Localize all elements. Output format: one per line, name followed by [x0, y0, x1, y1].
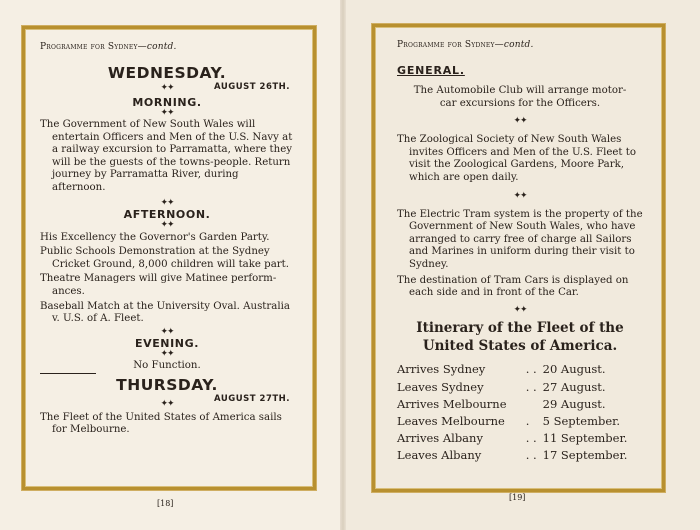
morning-text: The Government of New South Wales will entertain Officers and Men of the U.S. Navy at a railway excursion to Parramatta, where they will be the guests of the towns-people. Return journey by Parramatta River, during afternoon.	[40, 119, 293, 193]
running-head-contd: —contd.	[137, 42, 177, 52]
itinerary-leader	[526, 395, 539, 412]
section-morning: MORNING.	[132, 96, 202, 109]
general-item: The destination of Tram Cars is displayed on each side and in front of the Car.	[397, 274, 629, 299]
general-item: The Zoological Society of New South Wales invites Officers and Men of the U.S. Fleet to visit the Zoological Gardens, Moore Park, which are open daily.	[397, 134, 636, 183]
itinerary-leader: . .	[525, 379, 537, 394]
table-row	[397, 395, 643, 412]
section-afternoon: AFTERNOON.	[123, 207, 211, 221]
right-running-head	[397, 40, 643, 50]
table-row	[397, 447, 643, 464]
ornament-icon: ✦✦	[160, 348, 174, 359]
itinerary-place: Arrives Albany	[397, 431, 483, 446]
thursday-text: The Fleet of the United States of America sails for Melbourne.	[40, 411, 282, 436]
itinerary-leader: . .	[525, 362, 537, 377]
itinerary-date: 5 September.	[542, 413, 621, 428]
afternoon-item: Public Schools Demonstration at the Sydney Cricket Ground, 8,000 children will take part.	[40, 246, 289, 270]
ornament-icon: ✦✦	[160, 398, 174, 409]
table-row	[397, 378, 643, 395]
page-number-left: [18]	[157, 499, 174, 508]
ornament-icon: ✦✦	[513, 116, 527, 127]
running-head-contd: —contd.	[494, 40, 534, 50]
itinerary-place: Arrives Sydney	[397, 362, 486, 377]
day-heading-thursday: THURSDAY.	[116, 375, 218, 394]
general-item: The Automobile Club will arrange motor-car excursions for the Officers.	[413, 85, 627, 109]
running-head-text: Programme for Sydney	[397, 40, 495, 50]
running-head-text: Programme for Sydney	[40, 42, 138, 52]
ornament-icon: ✦✦	[160, 197, 174, 208]
itinerary-leader: . .	[525, 448, 537, 463]
table-row	[397, 412, 643, 429]
ornament-icon: ✦✦	[513, 190, 527, 201]
day-heading-wednesday: WEDNESDAY.	[107, 64, 227, 82]
itinerary-date: 29 August.	[542, 396, 606, 411]
ornament-icon: ✦✦	[160, 108, 174, 118]
divider-rule	[40, 373, 96, 374]
itinerary-date: 20 August.	[542, 362, 606, 377]
afternoon-item: Theatre Managers will give Matinee perform-ances.	[40, 273, 277, 297]
section-general: GENERAL.	[397, 64, 465, 77]
evening-text: No Function.	[133, 359, 201, 371]
afternoon-item: Baseball Match at the University Oval. Australia v. U.S. of A. Fleet.	[40, 300, 290, 325]
section-evening: EVENING.	[134, 336, 200, 350]
itinerary-place: Leaves Melbourne	[397, 413, 505, 428]
itinerary-place: Leaves Albany	[397, 448, 482, 463]
ornament-icon: ✦✦	[513, 304, 527, 315]
itinerary-date: 17 September.	[542, 448, 628, 463]
afternoon-item: His Excellency the Governor's Garden Party.	[40, 231, 270, 243]
itinerary-title: Itinerary of the Fleet of the United States of America.	[416, 319, 624, 354]
ornament-icon: ✦✦	[160, 83, 174, 93]
date-august-27: AUGUST 27TH.	[214, 393, 290, 404]
itinerary-leader: . .	[525, 431, 537, 446]
general-item: The Electric Tram system is the property of the Government of New South Wales, who have arranged to carry free of charge all Sailors and Marines in uniform during their visit to Sydney.	[397, 208, 643, 270]
itinerary-table	[397, 361, 643, 464]
itinerary-place: Leaves Sydney	[397, 379, 484, 394]
table-row	[397, 361, 643, 378]
left-page-content	[40, 42, 294, 437]
left-running-head	[40, 42, 294, 52]
itinerary-date: 27 August.	[542, 379, 606, 394]
ornament-icon: ✦✦	[160, 219, 174, 230]
itinerary-leader: .	[525, 413, 530, 428]
book-gutter	[340, 0, 346, 530]
right-page-content	[397, 40, 643, 464]
itinerary-date: 11 September.	[542, 431, 628, 446]
page-number-right: [19]	[509, 493, 526, 502]
ornament-icon: ✦✦	[160, 326, 174, 337]
date-august-26: AUGUST 26TH.	[214, 82, 290, 92]
table-row	[397, 429, 643, 446]
itinerary-place: Arrives Melbourne	[397, 396, 507, 411]
